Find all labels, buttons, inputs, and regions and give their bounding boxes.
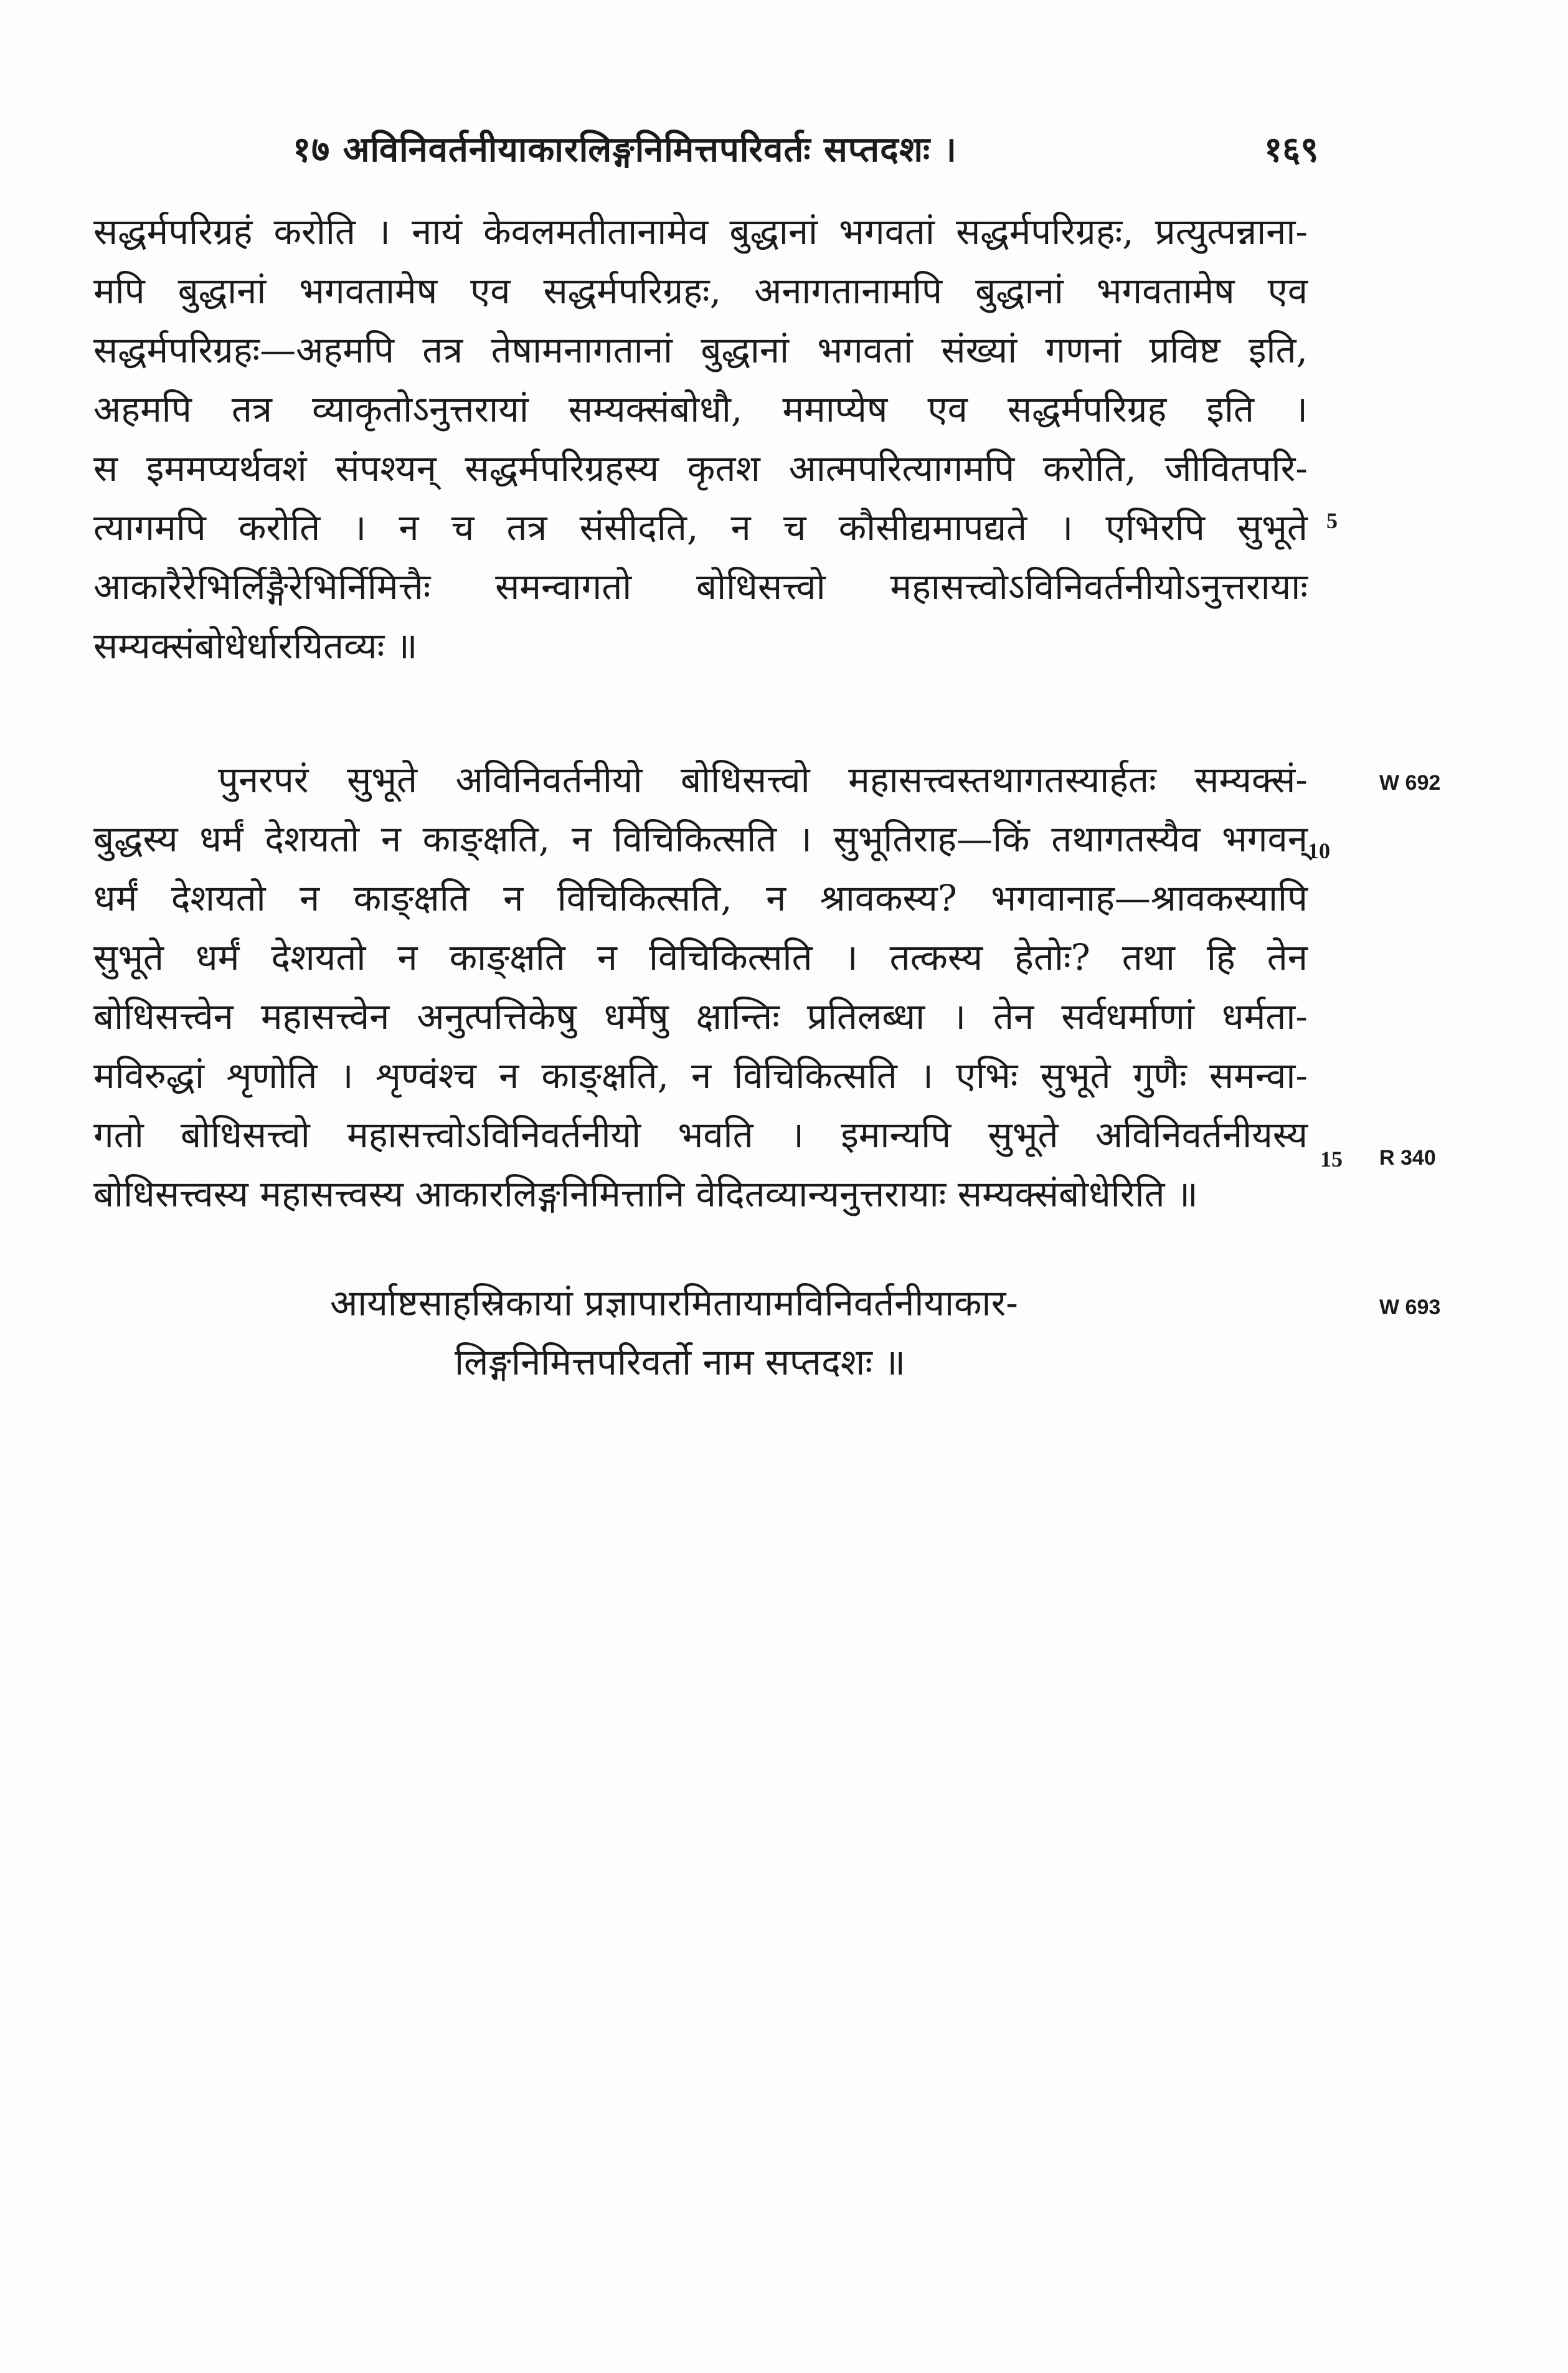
paragraph-1 — [93, 202, 1308, 676]
text-line: अहमपि तत्र व्याकृतोऽनुत्तरायां सम्यक्संबोधौ, ममाप्येष एव सद्धर्मपरिग्रह इति । — [93, 388, 1308, 430]
text-line: पुनरपरं सुभूते अविनिवर्तनीयो बोधिसत्त्वो महासत्त्वस्तथागतस्यार्हतः सम्यक्सं- — [218, 759, 1308, 801]
text-line: बोधिसत्त्वेन महासत्त्वेन अनुत्पत्तिकेषु धर्मेषु क्षान्तिः प्रतिलब्धा । तेन सर्वधर्माणां धर्मता- — [93, 995, 1308, 1038]
text-line: सम्यक्संबोधेर्धारयितव्यः ॥ — [93, 625, 418, 667]
text-line: मपि बुद्धानां भगवतामेष एव सद्धर्मपरिग्रहः, अनागतानामपि बुद्धानां भगवतामेष एव — [93, 270, 1308, 312]
text-line: स इममप्यर्थवशं संपश्यन् सद्धर्मपरिग्रहस्य कृतश आत्मपरित्यागमपि करोति, जीवितपरि- — [93, 447, 1308, 490]
text-line: धर्मं देशयतो न काङ्क्षति न विचिकित्सति, न श्रावकस्य? भगवानाह—श्रावकस्यापि — [93, 877, 1308, 919]
running-head: १७ अविनिवर्तनीयाकारलिङ्गनिमित्तपरिवर्तः सप्तदशः । — [293, 129, 957, 170]
paragraph-2 — [93, 751, 1308, 1224]
colophon-line: लिङ्गनिमित्तपरिवर्तो नाम सप्तदशः ॥ — [455, 1341, 906, 1383]
text-line: त्यागमपि करोति । न च तत्र संसीदति, न च कौसीद्यमापद्यते । एभिरपि सुभूते — [93, 506, 1308, 549]
text-line: सद्धर्मपरिग्रहः—अहमपि तत्र तेषामनागतानां बुद्धानां भगवतां संख्यां गणनां प्रविष्ट इति, — [93, 329, 1308, 371]
text-line: गतो बोधिसत्त्वो महासत्त्वोऽविनिवर्तनीयो भवति । इमान्यपि सुभूते अविनिवर्तनीयस्य — [93, 1114, 1308, 1156]
margin-reference-w692: W 692 — [1379, 771, 1441, 795]
line-number-10: 10 — [1308, 838, 1330, 863]
text-line: सुभूते धर्मं देशयतो न काङ्क्षति न विचिकित्सति । तत्कस्य हेतोः? तथा हि तेन — [93, 936, 1308, 978]
text-line: बुद्धस्य धर्मं देशयतो न काङ्क्षति, न विचिकित्सति । सुभूतिराह—किं तथागतस्यैव भगवन् — [93, 818, 1308, 860]
text-line: बोधिसत्त्वस्य महासत्त्वस्य आकारलिङ्गनिमित्तानि वेदितव्यान्यनुत्तरायाः सम्यक्संबोधेरिति ॥ — [93, 1173, 1198, 1215]
text-line: आकारैरेभिर्लिङ्गैरेभिर्निमित्तैः समन्वागतो बोधिसत्त्वो महासत्त्वोऽविनिवर्तनीयोऽनुत्तरायाः — [93, 566, 1308, 608]
text-line: सद्धर्मपरिग्रहं करोति । नायं केवलमतीतानामेव बुद्धानां भगवतां सद्धर्मपरिग्रहः, प्रत्युत्पन्नाना- — [93, 211, 1308, 253]
line-number-15: 15 — [1320, 1147, 1343, 1172]
colophon-line: आर्याष्टसाहस्रिकायां प्रज्ञापारमितायामविनिवर्तनीयाकार- — [330, 1282, 1018, 1324]
line-number-5: 5 — [1326, 508, 1338, 533]
text-line: मविरुद्धां शृणोति । शृण्वंश्च न काङ्क्षति, न विचिकित्सति । एभिः सुभूते गुणैः समन्वा- — [93, 1054, 1308, 1097]
margin-reference-r340: R 340 — [1379, 1146, 1436, 1170]
margin-reference-w693: W 693 — [1379, 1295, 1441, 1319]
page-number: १६९ — [1264, 129, 1319, 170]
